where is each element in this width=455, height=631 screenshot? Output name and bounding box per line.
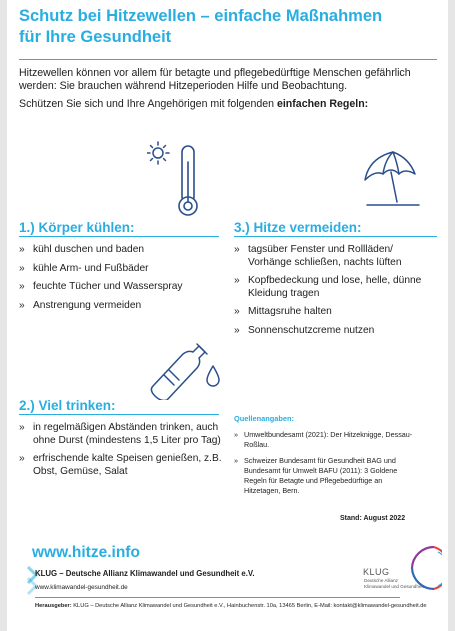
source-item — [234, 430, 419, 450]
footer-org-name: KLUG – Deutsche Allianz Klimawandel und Gesundheit e.V. — [35, 569, 255, 578]
section-divider-avoid — [234, 236, 437, 237]
water-drop-icon — [207, 366, 219, 386]
list-item — [234, 244, 434, 269]
section-title-avoid: 3.) Hitze vermeiden: — [234, 220, 362, 235]
bullet-glyph: » — [19, 281, 25, 293]
list-item-text: erfrischende kalte Speisen genießen, z.B. Obst, Gemüse, Salat — [33, 453, 222, 477]
publisher-text: KLUG – Deutsche Allianz Klimawandel und Gesundheit e.V., Hainbuchenstr. 10a, 13465 Berlin, E-Mail: kontakt@klimawandel-gesundheit.de — [71, 603, 427, 609]
source-text: Umweltbundesamt (2021): Der Hitzeknigge, Dessau-Roßlau. — [244, 430, 413, 449]
list-item-text: feuchte Tücher und Wasserspray — [33, 281, 183, 293]
bullet-glyph: » — [19, 244, 25, 255]
list-item — [234, 306, 434, 319]
title-line-2: für Ihre Gesundheit — [19, 28, 172, 46]
list-item — [19, 244, 224, 257]
footer-website-link[interactable]: www.klimawandel-gesundheit.de — [35, 584, 128, 591]
logo-word: KLUG — [363, 567, 390, 577]
footer-publisher — [35, 603, 445, 609]
bullet-glyph: » — [234, 244, 240, 255]
bullet-glyph: » — [19, 299, 25, 311]
list-item-text: Mittagsruhe halten — [248, 306, 332, 318]
section-title-cool: 1.) Körper kühlen: — [19, 220, 135, 235]
list-avoid — [234, 244, 434, 344]
bullet-glyph: » — [234, 324, 240, 336]
sources-heading: Quellenangaben: — [234, 414, 294, 423]
sun-icon — [147, 142, 169, 164]
bullet-glyph: » — [234, 275, 240, 287]
list-item-text: tagsüber Fenster und Rollläden/ Vorhänge schließen, nachts lüften — [248, 244, 402, 268]
stand-date: Stand: August 2022 — [340, 515, 406, 522]
logo-subtitle: Deutsche Allianz Klimawandel und Gesundheit — [364, 578, 424, 589]
list-item — [19, 300, 224, 313]
bullet-glyph: » — [234, 306, 240, 318]
bottle-drop-icon — [147, 338, 223, 400]
bullet-glyph: » — [234, 456, 238, 465]
title-divider — [19, 59, 437, 60]
page-title — [19, 6, 439, 48]
bullet-glyph: » — [234, 430, 238, 439]
thermometer-icon — [179, 146, 197, 215]
sources-block — [234, 414, 419, 502]
list-item — [234, 325, 434, 338]
list-drink — [19, 422, 224, 484]
sun-thermometer-icon — [147, 140, 207, 218]
list-cool — [19, 244, 224, 318]
bullet-glyph: » — [19, 422, 25, 433]
footer-url-link[interactable]: www.hitze.info — [32, 544, 140, 561]
rules-intro-prefix: Schützen Sie sich und Ihre Angehörigen mit folgenden — [19, 98, 277, 110]
rules-intro-bold: einfachen Regeln: — [276, 98, 369, 110]
list-item — [19, 263, 224, 276]
bullet-glyph: » — [19, 262, 25, 274]
list-item-text: in regelmäßigen Abständen trinken, auch ohne Durst (mindestens 1,5 Liter pro Tag) — [33, 422, 221, 446]
list-item — [234, 275, 434, 300]
section-title-drink: 2.) Viel trinken: — [19, 398, 116, 413]
list-item — [19, 453, 224, 478]
flyer-page — [7, 0, 448, 631]
list-item — [19, 281, 224, 294]
section-divider-drink — [19, 414, 219, 415]
list-item-text: kühle Arm- und Fußbäder — [33, 262, 149, 274]
source-item — [234, 456, 419, 496]
list-item-text: kühl duschen und baden — [33, 244, 145, 255]
beach-umbrella-icon — [359, 150, 423, 210]
list-item — [19, 422, 224, 447]
section-divider-cool — [19, 236, 219, 237]
list-item-text: Sonnenschutzcreme nutzen — [248, 324, 375, 336]
footer-divider — [35, 597, 400, 598]
publisher-label: Herausgeber: — [35, 603, 72, 609]
list-item-text: Kopfbedeckung und lose, helle, dünne Kleidung tragen — [248, 275, 422, 299]
title-line-1: Schutz bei Hitzewellen – einfache Maßnahmen — [19, 7, 383, 25]
water-bottle-icon — [151, 344, 207, 400]
source-text: Schweizer Bundesamt für Gesundheit BAG und Bundesamt für Umwelt BAFU (2011): 3 Goldene Regeln für Betagte und Pflegebedürftige an Hitzetagen, Bern. — [244, 456, 398, 495]
list-item-text: Anstrengung vermeiden — [33, 299, 142, 311]
bullet-glyph: » — [19, 453, 25, 465]
rules-intro — [19, 98, 444, 111]
intro-text: Hitzewellen können vor allem für betagte und pflegebedürftige Menschen gefährlich werden: Sie brauchen während Hitzeperioden Hilfe und Beobachtung. — [19, 67, 411, 92]
